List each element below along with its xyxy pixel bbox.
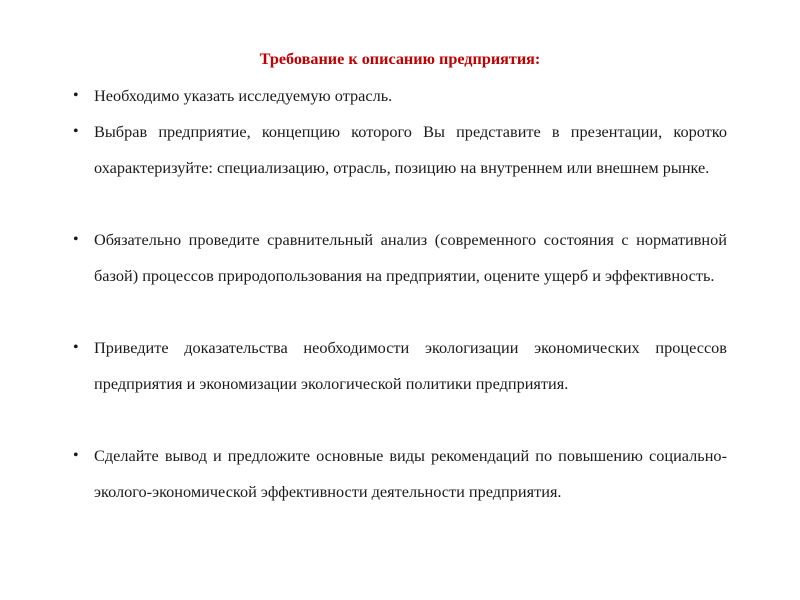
list-item-text: Выбрав предприятие, концепцию которого Вы представите в презентации, коротко охарактеризуйте: специализацию, отрасль, позицию на внутреннем или внешнем рынке. [94, 122, 727, 177]
bullet-icon: • [73, 339, 79, 356]
list-item-text: Сделайте вывод и предложите основные виды рекомендаций по повышению социально-эколого-экономической эффективности деятельности предприятия. [94, 446, 727, 501]
bullet-icon: • [73, 123, 79, 140]
bullet-icon: • [73, 231, 79, 248]
bullet-icon: • [73, 87, 79, 104]
list-item-text: Обязательно проведите сравнительный анализ (современного состояния с нормативной базой) процессов природопользования на предприятии, оцените ущерб и эффективность. [94, 230, 727, 285]
bullet-icon: • [73, 447, 79, 464]
list-item-text: Приведите доказательства необходимости экологизации экономических процессов предприятия и экономизации экологической политики предприятия. [94, 338, 727, 393]
list-item-text: Необходимо указать исследуемую отрасль. [94, 86, 393, 105]
slide-title: Требование к описанию предприятия: [259, 50, 541, 68]
